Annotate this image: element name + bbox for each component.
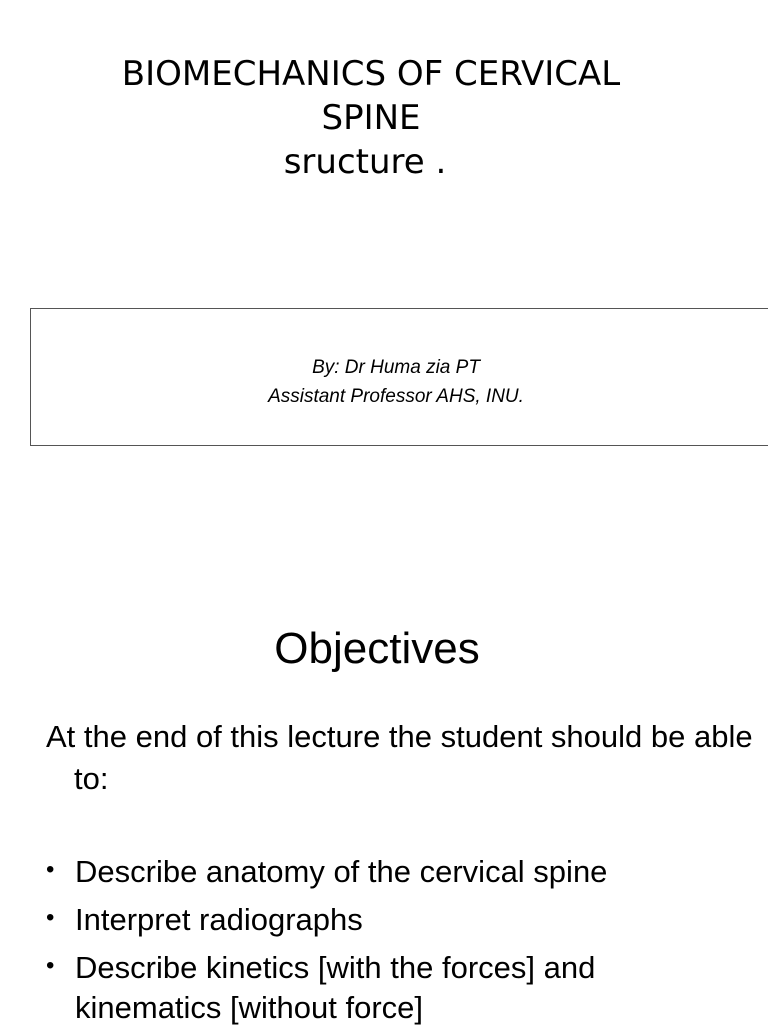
author-position: Assistant Professor AHS, INU.: [268, 386, 524, 407]
objective-item: [46, 948, 746, 1028]
bullet-dot-icon: •: [46, 904, 55, 931]
objectives-list: [46, 852, 746, 1036]
objective-item-text: Interpret radiographs: [75, 902, 363, 937]
slide-title: [40, 52, 702, 140]
slide-title-line-1: BIOMECHANICS OF CERVICAL: [121, 54, 621, 94]
objective-item: [46, 852, 746, 892]
author-name: By: Dr Huma zia PT: [312, 357, 480, 378]
objective-item-text: Describe anatomy of the cervical spine: [75, 854, 608, 889]
objectives-heading: Objectives: [274, 624, 480, 673]
slide-title-line-2: SPINE: [321, 98, 421, 138]
author-credit: [31, 353, 761, 411]
objective-item-text: Describe kinetics [with the forces] and kinematics [without force]: [75, 950, 596, 1025]
slide-subtitle: sructure .: [283, 142, 447, 182]
author-text-box: [30, 308, 768, 446]
objectives-intro: At the end of this lecture the student should be able to:: [46, 719, 753, 796]
bullet-dot-icon: •: [46, 856, 55, 883]
bullet-dot-icon: •: [46, 952, 55, 979]
objective-item: [46, 900, 746, 940]
